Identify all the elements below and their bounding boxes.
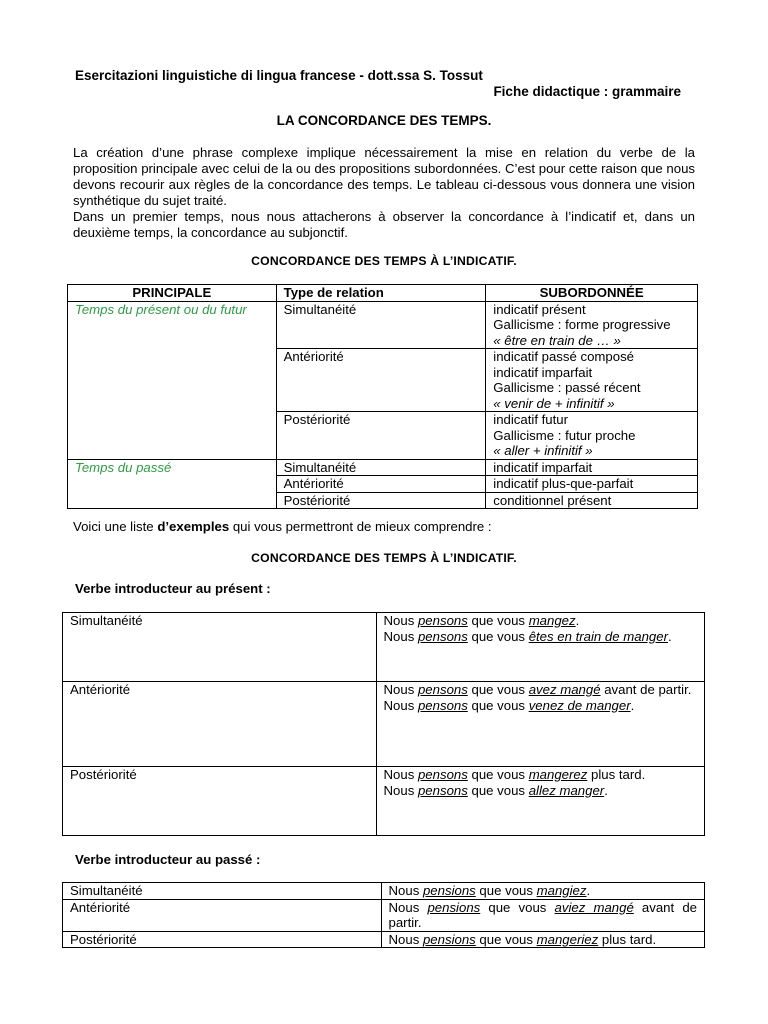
example-cell: Nous pensions que vous mangiez.	[381, 883, 704, 900]
subordonnee-cell: indicatif imparfait	[486, 459, 698, 476]
example-line: Nous pensons que vous allez manger.	[383, 782, 608, 798]
relation-cell: Simultanéité	[63, 613, 377, 682]
relation-cell: Simultanéité	[63, 883, 382, 900]
examples-intro-text: Voici une liste	[73, 519, 158, 534]
sub-line: indicatif passé composé	[493, 349, 635, 364]
example-line: Nous pensons que vous mangez.	[383, 613, 580, 628]
table-row	[63, 899, 705, 931]
sub-line-italic: « venir de + infinitif »	[493, 395, 615, 411]
example-line: Nous pensons que vous avez mangé avant de partir.	[383, 682, 692, 697]
table-header-row	[68, 285, 698, 302]
verbe-passe-heading: Verbe introducteur au passé :	[75, 852, 261, 867]
principale-present-cell: Temps du présent ou du futur	[68, 301, 277, 459]
table-row	[63, 682, 705, 767]
subordonnee-cell	[486, 412, 698, 460]
sub-line-italic: « être en train de … »	[493, 332, 621, 348]
header-fiche: Fiche didactique : grammaire	[493, 84, 681, 99]
sub-line: indicatif présent	[493, 301, 586, 317]
section-title-indicatif-2: CONCORDANCE DES TEMPS À L’INDICATIF.	[251, 551, 517, 565]
examples-present-table	[62, 612, 705, 836]
example-line: Nous pensons que vous venez de manger.	[383, 697, 635, 713]
relation-cell: Postériorité	[63, 931, 382, 948]
table-row	[68, 301, 698, 349]
intro-paragraph-2: Dans un premier temps, nous nous attacherons à observer la concordance à l’indicatif et, dans un deuxième temps, la concordance au subjonctif.	[73, 209, 695, 240]
examples-intro	[73, 519, 492, 534]
subordonnee-cell: indicatif plus-que-parfait	[486, 476, 698, 493]
relation-cell: Simultanéité	[276, 459, 486, 476]
relation-cell: Antériorité	[63, 899, 382, 931]
example-cell	[376, 767, 704, 836]
section-title-indicatif: CONCORDANCE DES TEMPS À L’INDICATIF.	[251, 254, 517, 268]
relation-cell: Antériorité	[276, 476, 486, 493]
table-row	[63, 883, 705, 900]
concordance-table	[67, 284, 698, 509]
sub-line: indicatif futur	[493, 412, 569, 427]
subordonnee-cell	[486, 349, 698, 412]
intro-line-1: La création d’une phrase complexe implique nécessairement la mise en relation du verbe de la	[73, 145, 695, 160]
example-line: Nous pensons que vous êtes en train de manger.	[383, 628, 672, 644]
relation-cell: Postériorité	[63, 767, 377, 836]
sub-line: Gallicisme : futur proche	[493, 427, 636, 443]
table-row	[63, 613, 705, 682]
example-cell: Nous pensions que vous mangeriez plus tard.	[381, 931, 704, 948]
example-cell: Nous pensions que vous aviez mangé avant de partir.	[381, 899, 704, 931]
table-row	[63, 767, 705, 836]
relation-cell: Postériorité	[276, 412, 486, 460]
sub-line: Gallicisme : passé récent	[493, 380, 641, 395]
examples-intro-text-end: qui vous permettront de mieux comprendre :	[229, 519, 492, 534]
subordonnee-cell: conditionnel présent	[486, 492, 698, 509]
relation-cell: Antériorité	[276, 349, 486, 412]
principale-passe-cell: Temps du passé	[68, 459, 277, 509]
relation-cell: Postériorité	[276, 492, 486, 509]
examples-intro-bold: d’exemples	[157, 519, 230, 534]
relation-cell: Antériorité	[63, 682, 377, 767]
sub-line: indicatif imparfait	[493, 364, 593, 380]
table-row	[68, 459, 698, 476]
intro-paragraph-1: proposition principale avec celui de la ou des propositions subordonnées. C’est pour cette raison que nous devons recourir aux règles de la concordance des temps. Le tableau ci-dessous vous donnera une vision synthétique du sujet traité.	[73, 161, 695, 208]
example-line: Nous pensons que vous mangerez plus tard.	[383, 767, 646, 782]
page-title: LA CONCORDANCE DES TEMPS.	[276, 113, 492, 128]
header-course: Esercitazioni linguistiche di lingua francese - dott.ssa S. Tossut	[75, 68, 483, 83]
intro-text	[73, 145, 695, 241]
verbe-present-heading: Verbe introducteur au présent :	[75, 581, 271, 596]
subordonnee-cell	[486, 301, 698, 349]
relation-cell: Simultanéité	[276, 301, 486, 349]
example-cell	[376, 613, 704, 682]
sub-line: Gallicisme : forme progressive	[493, 317, 671, 332]
example-cell	[376, 682, 704, 767]
header-principale: PRINCIPALE	[68, 285, 277, 302]
table-row	[63, 931, 705, 948]
examples-passe-table	[62, 882, 705, 948]
header-subordonnee: SUBORDONNÉE	[486, 285, 698, 302]
sub-line-italic: « aller + infinitif »	[493, 443, 593, 458]
header-type-relation: Type de relation	[276, 285, 486, 302]
